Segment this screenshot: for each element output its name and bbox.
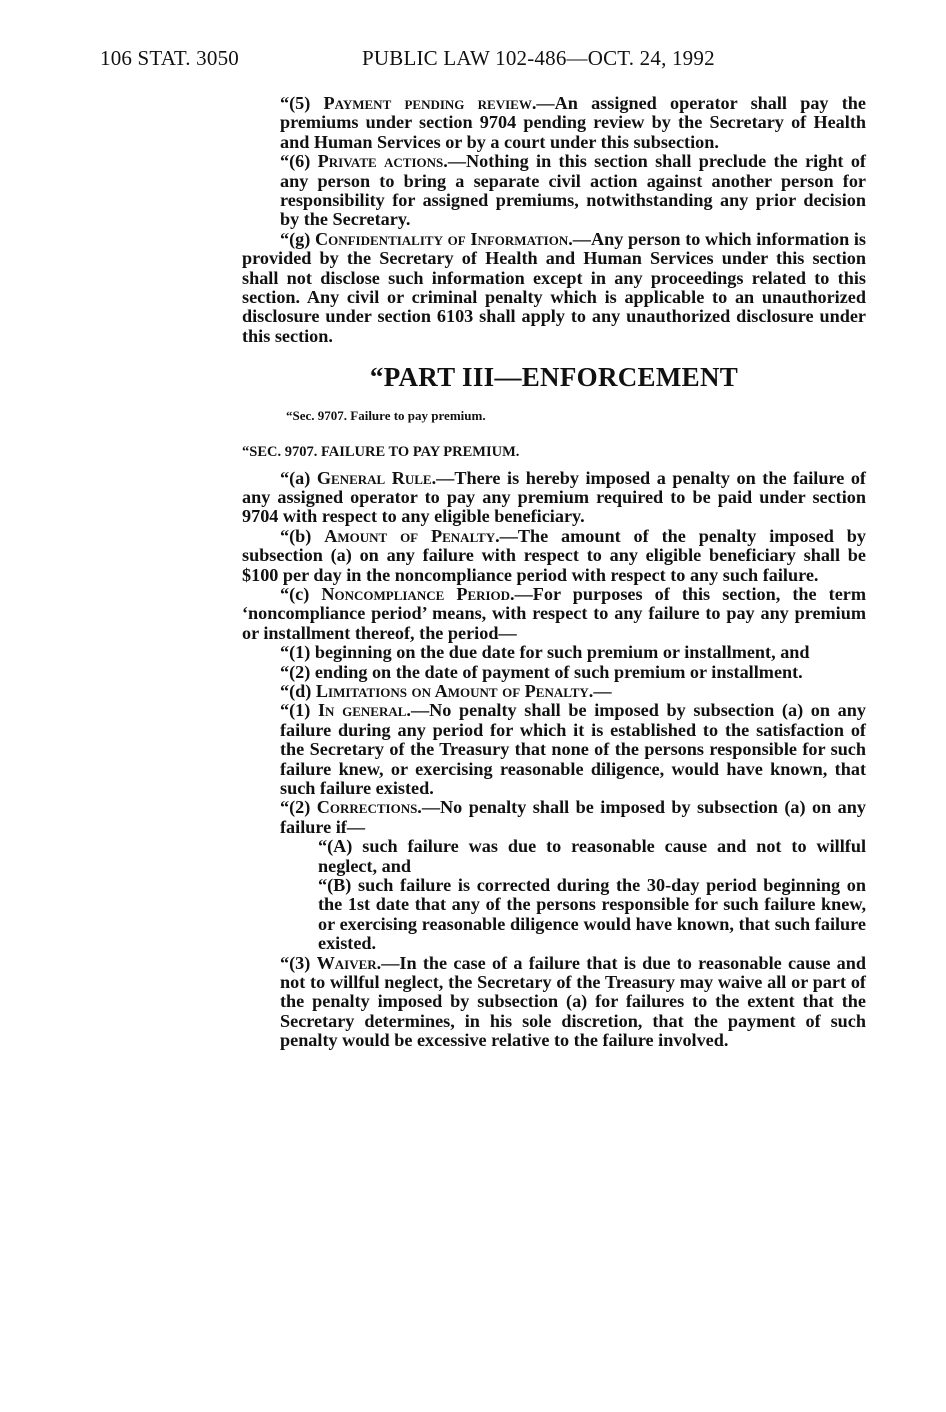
paragraph-text: —For purposes of this section, the term ‘noncompliance period’ means, with respect to any failure to pay any premium or installment thereof, the period— [242, 583, 867, 643]
paragraph-heading: Private actions. [317, 151, 448, 172]
paragraph-lead: “(3) [280, 952, 317, 973]
subparagraph-d-2-a: “(A) such failure was due to reasonable cause and not to willful neglect, and [318, 836, 866, 876]
paragraph-text: —No penalty shall be imposed by subsection (a) on any failure during any period for which it is established to the satisfaction of the Secretary of the Treasury that none of the persons responsible for such failure knew, or exercising reasonable diligence, would have known, that such failure existed. [280, 700, 866, 798]
paragraph-5 [280, 94, 866, 152]
public-law-citation: PUBLIC LAW 102-486—OCT. 24, 1992 [362, 46, 715, 70]
paragraph-text: —No penalty shall be imposed by subsection (a) on any failure if— [280, 797, 866, 837]
paragraph-d-3 [280, 954, 866, 1051]
paragraph-text: — [593, 680, 612, 701]
paragraph-heading: Noncompliance Period. [321, 583, 515, 604]
paragraph-text: —Nothing in this section shall preclude the right of any person to bring a separate civil action against another person for responsibility for assigned premiums, notwithstanding any prior decision by the Secretary. [280, 151, 866, 230]
paragraph-6 [280, 152, 866, 230]
part-title: “PART III—ENFORCEMENT [369, 362, 739, 393]
paragraph-heading: Amount of Penalty. [324, 525, 500, 546]
paragraph-heading: General Rule. [316, 467, 437, 488]
subparagraph-d-2-b: “(B) such failure is corrected during the 30-day period beginning on the 1st date that any of the persons responsible for such failure knew, or exercising reasonable diligence would have known, that such failure existed. [318, 875, 866, 954]
paragraph-d-2 [280, 798, 866, 837]
subsection-f-tail [280, 94, 866, 230]
paragraph-heading: Limitations on Amount of Penalty. [315, 680, 594, 701]
paragraph-lead: “(2) [280, 797, 317, 818]
paragraph-c-2: “(2) ending on the date of payment of such premium or installment. [280, 661, 803, 682]
paragraph-text: —In the case of a failure that is due to reasonable cause and not to willful neglect, the Secretary of the Treasury may waive all or part of the penalty imposed by subsection (a) for failures to the extent that the Secretary determines, in his sole discretion, that the payment of such penalty would be excessive relative to the failure involved. [280, 952, 866, 1051]
subsection-c-paragraphs [280, 643, 866, 682]
subsection-b [242, 527, 866, 585]
paragraph-text: —There is hereby imposed a penalty on the failure of any assigned operator to pay any premium required to be paid under section 9704 with respect to any eligible beneficiary. [242, 467, 866, 527]
subsection-a [242, 469, 866, 527]
stat-citation: 106 STAT. 3050 [100, 46, 239, 70]
paragraph-heading: In general. [317, 700, 411, 721]
paragraph-lead: “(a) [280, 467, 317, 488]
toc-entry: “Sec. 9707. Failure to pay premium. [286, 407, 486, 423]
statute-body [242, 94, 866, 1051]
section-heading: “SEC. 9707. FAILURE TO PAY PREMIUM. [242, 444, 520, 461]
paragraph-lead: “(1) [280, 700, 318, 721]
paragraph-d-2-subparagraphs [318, 837, 866, 953]
paragraph-heading: Payment pending review. [323, 93, 537, 113]
paragraph-text: —An assigned operator shall pay the premiums under section 9704 pending review by the Secretary of Health and Human Services or by a court under this subsection. [280, 93, 866, 152]
paragraph-lead: “(g) [280, 228, 315, 249]
paragraph-lead: “(c) [280, 583, 322, 604]
paragraph-lead: “(6) [280, 151, 318, 172]
paragraph-lead: “(d) [280, 680, 316, 701]
paragraph-text: —Any person to which information is provided by the Secretary of Health and Human Services under this section shall not disclose such information except in any proceedings related to this section. Any civil or criminal penalty which is applicable to an unauthorized disclosure under section 6103 shall apply to any unauthorized disclosure under this section. [242, 228, 866, 346]
subsection-d [242, 682, 866, 701]
subsection-c [242, 585, 866, 643]
paragraph-heading: Confidentiality of Information. [314, 228, 573, 249]
subsection-g [242, 230, 866, 346]
subsection-d-paragraphs [280, 701, 866, 1050]
paragraph-heading: Corrections. [316, 797, 422, 818]
paragraph-lead: “(b) [280, 525, 325, 546]
paragraph-c-1: “(1) beginning on the due date for such premium or installment, and [280, 642, 810, 663]
paragraph-heading: Waiver. [316, 952, 382, 973]
paragraph-lead: “(5) [280, 93, 324, 113]
paragraph-text: —The amount of the penalty imposed by subsection (a) on any failure with respect to any eligible beneficiary shall be $100 per day in the noncompliance period with respect to any such failure. [242, 525, 866, 585]
paragraph-d-1 [280, 701, 866, 798]
